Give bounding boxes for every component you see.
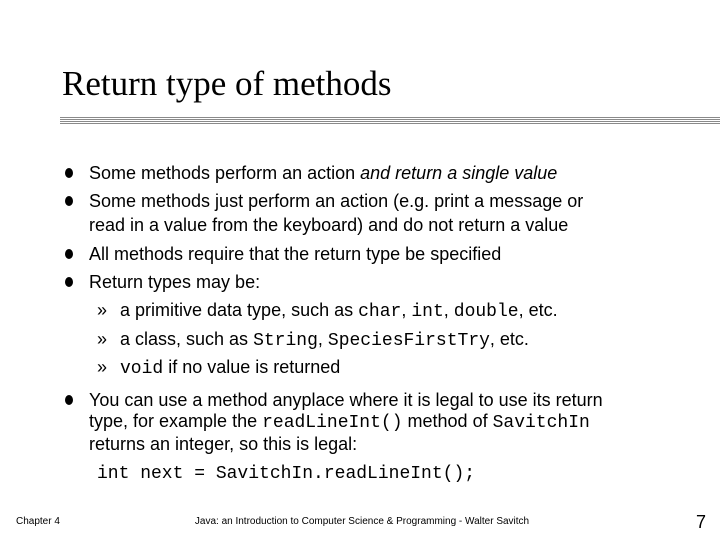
sub-bullet-3 <box>120 356 340 380</box>
sub-bullet-marker: » <box>97 300 108 320</box>
bullet-5-line-2 <box>89 410 590 434</box>
footer-credit-text: Java: an Introduction to Computer Science & Programming - Walter Savitch <box>194 516 530 527</box>
footer-chapter: Chapter 4 <box>16 516 60 527</box>
bullet-dot <box>65 168 73 178</box>
separator: , <box>401 300 412 320</box>
sub-bullet-1 <box>120 299 558 323</box>
bullet-dot <box>65 196 73 206</box>
sub-bullet-marker: » <box>97 329 108 349</box>
sub-bullet-2-text: a class, such as <box>120 329 254 349</box>
sub-bullet-2-tail: , etc. <box>489 329 529 349</box>
code-savitchin: SavitchIn <box>492 413 590 433</box>
sub-bullet-1-tail: , etc. <box>518 300 558 320</box>
bullet-5-line-1: You can use a method anyplace where it is legal to use its return <box>89 390 603 410</box>
separator: , <box>317 329 328 349</box>
code-example: int next = SavitchIn.readLineInt(); <box>97 464 476 484</box>
bullet-dot <box>65 395 73 405</box>
code-string: String <box>253 331 318 351</box>
code-void: void <box>120 359 164 379</box>
bullet-5-text: type, for example the <box>89 411 263 431</box>
code-int: int <box>411 302 444 322</box>
bullet-1-text: Some methods perform an action <box>89 163 361 183</box>
bullet-2-line-2: read in a value from the keyboard) and do not return a value <box>89 215 569 235</box>
separator: , <box>443 300 454 320</box>
bullet-4: Return types may be: <box>89 272 261 292</box>
bullet-dot <box>65 249 73 259</box>
bullet-dot <box>65 277 73 287</box>
code-readlineint: readLineInt() <box>262 413 403 433</box>
bullet-1 <box>89 162 557 184</box>
bullet-1-italic: and return a single value <box>360 163 558 183</box>
sub-bullet-marker: » <box>97 357 108 377</box>
code-double: double <box>453 302 519 322</box>
bullet-5-text-mid: method of <box>402 411 493 431</box>
page-number: 7 <box>696 512 707 532</box>
slide-title: Return type of methods <box>62 64 392 103</box>
sub-bullet-1-text: a primitive data type, such as <box>120 300 359 320</box>
code-char: char <box>358 302 402 322</box>
sub-bullet-3-text: if no value is returned <box>163 357 341 377</box>
sub-bullet-2 <box>120 328 529 352</box>
bullet-5-line-3: returns an integer, so this is legal: <box>89 434 358 454</box>
bullet-2-line-1: Some methods just perform an action (e.g. print a message or <box>89 191 584 211</box>
bullet-3: All methods require that the return type be specified <box>89 244 502 264</box>
footer-credit <box>0 516 720 528</box>
code-species-first-try: SpeciesFirstTry <box>327 331 490 351</box>
